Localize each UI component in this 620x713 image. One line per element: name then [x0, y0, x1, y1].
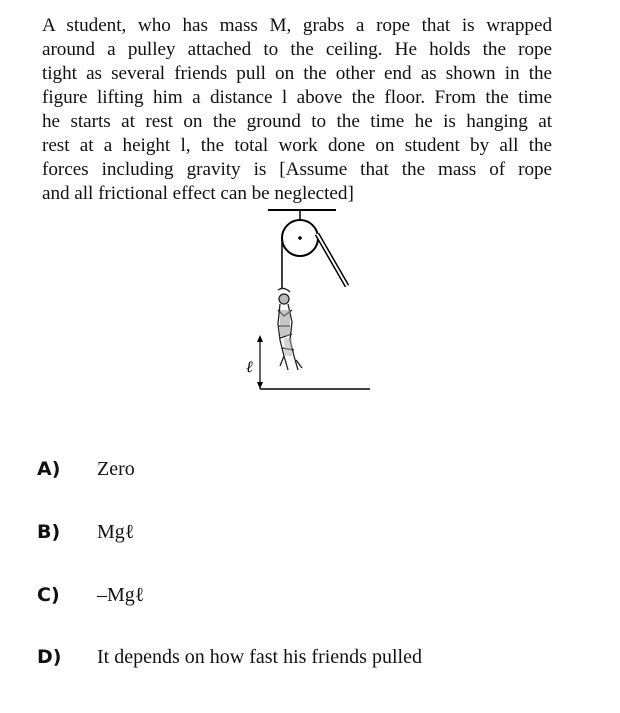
option-letter: C): [37, 584, 60, 606]
question-line: tight as several friends pull on the other end as shown in the: [42, 63, 552, 84]
option-text: It depends on how fast his friends pulled: [97, 646, 422, 668]
pulley-axle: [298, 236, 302, 240]
option-text: –Mgℓ: [97, 584, 145, 606]
question-line: figure lifting him a distance l above the floor. From the time: [42, 87, 552, 108]
option-c[interactable]: [0, 580, 620, 610]
question-text: [42, 14, 552, 206]
height-arrow-head-top: [257, 335, 263, 342]
question-line: A student, who has mass M, grabs a rope that is wrapped: [42, 15, 552, 36]
option-text: Mgℓ: [97, 521, 135, 543]
option-letter: D): [37, 646, 62, 668]
height-label: ℓ: [246, 359, 253, 376]
question-line: and all frictional effect can be neglected]: [42, 183, 354, 204]
option-b[interactable]: [0, 517, 620, 547]
option-d[interactable]: [0, 642, 620, 672]
question-line: he starts at rest on the ground to the time he is hanging at: [42, 111, 552, 132]
option-letter: A): [37, 458, 61, 480]
question-line: forces including gravity is [Assume that the mass of rope: [42, 159, 552, 180]
height-arrow-head-bottom: [257, 382, 263, 389]
option-letter: B): [37, 521, 61, 543]
option-text: Zero: [97, 458, 135, 480]
question-line: around a pulley attached to the ceiling. He holds the rope: [42, 39, 552, 60]
rope-friends-side-inner: [317, 234, 347, 286]
option-a[interactable]: [0, 454, 620, 484]
student-figure: [278, 288, 302, 370]
pulley-figure: [240, 206, 380, 396]
question-line: rest at a height l, the total work done on student by all the: [42, 135, 552, 156]
